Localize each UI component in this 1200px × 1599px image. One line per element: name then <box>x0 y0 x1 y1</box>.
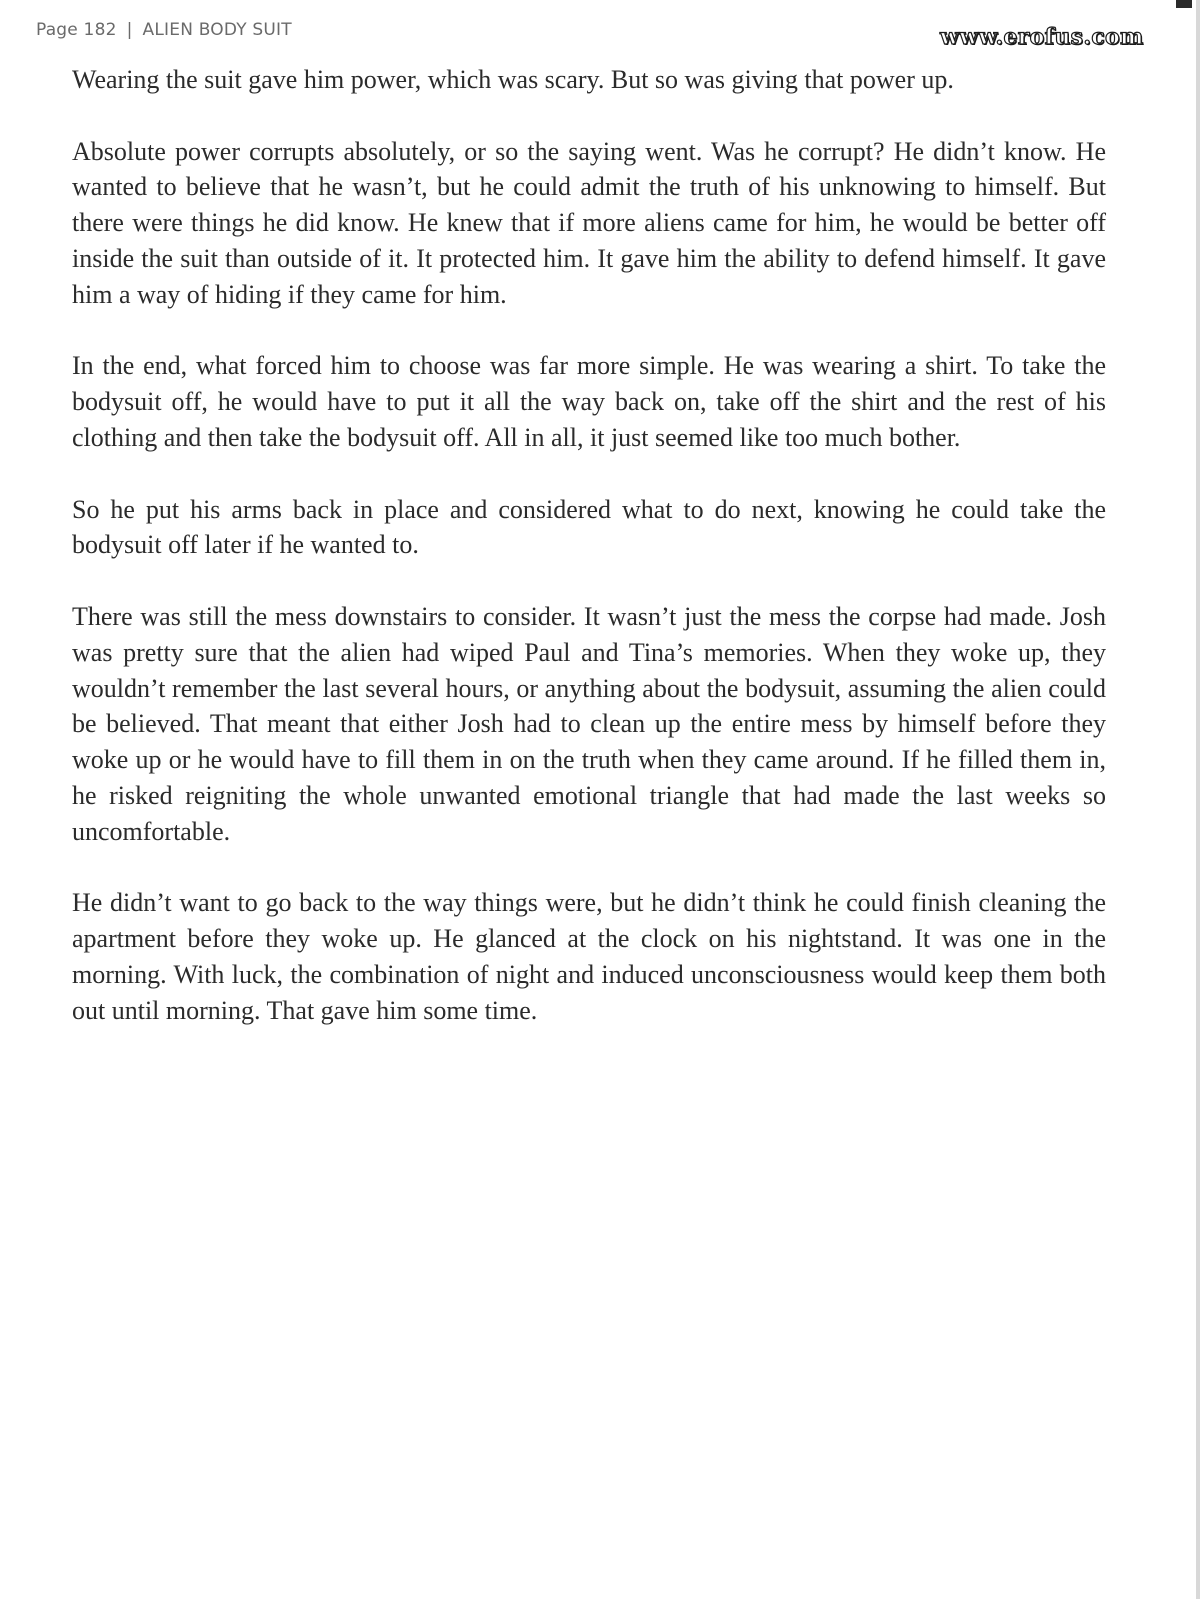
running-header <box>36 20 292 40</box>
page-edge-shadow <box>1196 0 1200 1599</box>
paragraph-6: He didn’t want to go back to the way things were, but he didn’t think he could finish cleaning the apartment before they woke up. He glanced at the clock on his nightstand. It was one in the morning. With luck, the combination of night and induced unconsciousness would keep them both out until morning. That gave him some time. <box>72 888 1106 1025</box>
paragraph-5: There was still the mess downstairs to consider. It wasn’t just the mess the corpse had made. Josh was pretty sure that the alien had wiped Paul and Tina’s memories. When they woke up, they wouldn’t remember the last several hours, or anything about the bodysuit, assuming the alien could be believed. That meant that either Josh had to clean up the entire mess by himself before they woke up or he would have to fill them in on the truth when they came around. If he filled them in, he risked reigniting the whole unwanted emotional triangle that had made the last weeks so uncomfortable. <box>72 601 1106 846</box>
site-watermark: www.erofus.com <box>940 24 1144 50</box>
paragraph-3: In the end, what forced him to choose was far more simple. He was wearing a shirt. To take the bodysuit off, he would have to put it all the way back on, take off the shirt and the rest of his clothing and then take the bodysuit off. All in all, it just seemed like too much bother. <box>72 351 1106 452</box>
header-separator: | <box>126 20 133 40</box>
book-title: ALIEN BODY SUIT <box>142 20 292 40</box>
paragraph-2: Absolute power corrupts absolutely, or so the saying went. Was he corrupt? He didn’t know. He wanted to believe that he wasn’t, but he could admit the truth of his unknowing to himself. But there were things he did know. He knew that if more aliens came for him, he would be better off inside the suit than outside of it. It protected him. It gave him the ability to defend himself. It gave him a way of hiding if they came for him. <box>72 136 1106 309</box>
page-corner-mark <box>1176 0 1192 8</box>
chapter-body-text <box>72 62 1106 1064</box>
page-number-label: Page 182 <box>36 20 117 40</box>
paragraph-4: So he put his arms back in place and considered what to do next, knowing he could take the bodysuit off later if he wanted to. <box>72 494 1106 560</box>
paragraph-1: Wearing the suit gave him power, which was scary. But so was giving that power up. <box>72 65 954 94</box>
